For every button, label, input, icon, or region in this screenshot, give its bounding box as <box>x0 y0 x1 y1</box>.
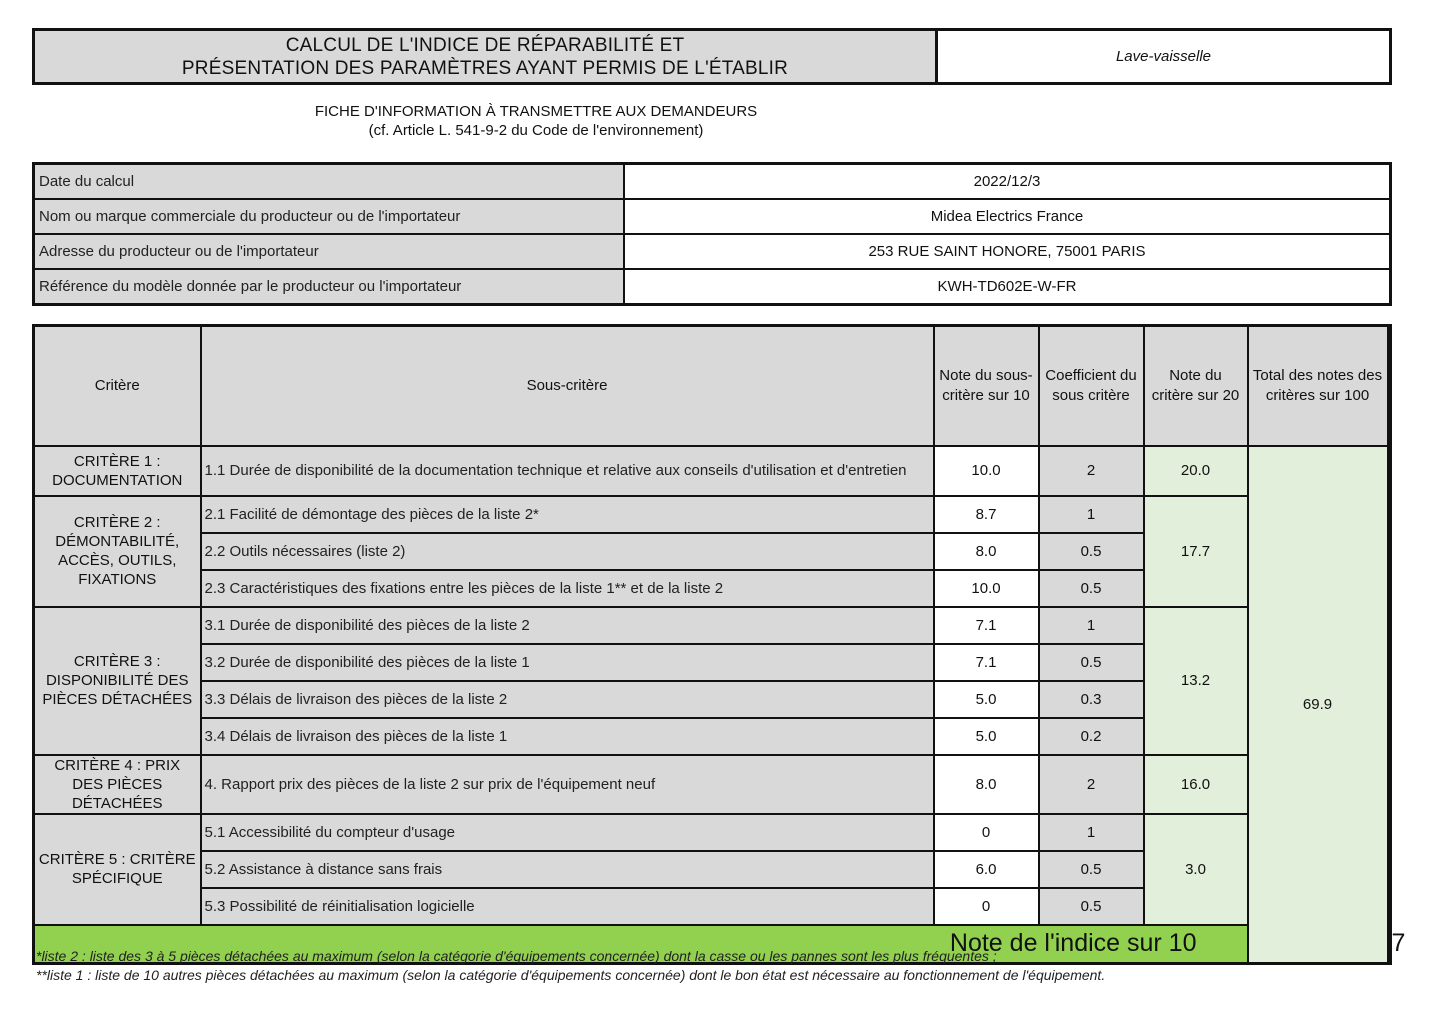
subcriterion-note: 0 <box>934 888 1039 925</box>
info-row <box>34 234 1391 269</box>
subcriterion-note: 8.7 <box>934 496 1039 533</box>
info-label: Référence du modèle donnée par le producteur ou l'importateur <box>34 269 625 305</box>
subcriterion-label: 4. Rapport prix des pièces de la liste 2 sur prix de l'équipement neuf <box>201 755 934 814</box>
subcriterion-note: 10.0 <box>934 446 1039 496</box>
subtitle-line-1: FICHE D'INFORMATION À TRANSMETTRE AUX DEMANDEURS <box>314 103 758 120</box>
subcriterion-coef: 0.5 <box>1039 533 1144 570</box>
criterion-5-name: CRITÈRE 5 : CRITÈRE SPÉCIFIQUE <box>34 814 201 925</box>
criterion-2-name: CRITÈRE 2 : DÉMONTABILITÉ, ACCÈS, OUTILS, FIXATIONS <box>34 496 201 607</box>
info-label: Date du calcul <box>34 164 625 200</box>
subcriterion-note: 5.0 <box>934 718 1039 755</box>
subcriterion-label: 2.1 Facilité de démontage des pièces de la liste 2* <box>201 496 934 533</box>
subcriterion-label: 3.3 Délais de livraison des pièces de la liste 2 <box>201 681 934 718</box>
subcriterion-coef: 0.3 <box>1039 681 1144 718</box>
subtitle <box>236 102 836 140</box>
info-row <box>34 269 1391 305</box>
subcriterion-label: 2.2 Outils nécessaires (liste 2) <box>201 533 934 570</box>
subcriterion-coef: 0.5 <box>1039 851 1144 888</box>
subcriterion-note: 8.0 <box>934 755 1039 814</box>
subcriterion-coef: 1 <box>1039 496 1144 533</box>
footnotes <box>36 947 1396 985</box>
info-value: KWH-TD602E-W-FR <box>624 269 1391 305</box>
info-label: Nom ou marque commerciale du producteur ou de l'importateur <box>34 199 625 234</box>
criterion-2-score: 17.7 <box>1144 496 1248 607</box>
col-header-sous-critere: Sous-critère <box>201 326 934 446</box>
subcriterion-coef: 1 <box>1039 814 1144 851</box>
table-row <box>34 814 1391 851</box>
info-value: 2022/12/3 <box>624 164 1391 200</box>
table-row <box>34 446 1391 496</box>
subcriterion-coef: 0.5 <box>1039 644 1144 681</box>
subcriterion-note: 5.0 <box>934 681 1039 718</box>
table-row <box>34 607 1391 644</box>
criterion-3-score: 13.2 <box>1144 607 1248 755</box>
final-score-label: Note de l'indice sur 10 <box>34 925 1248 964</box>
subtitle-line-2: (cf. Article L. 541-9-2 du Code de l'environnement) <box>368 122 704 139</box>
subcriterion-label: 1.1 Durée de disponibilité de la documentation technique et relative aux conseils d'utilisation et d'entretien <box>201 446 934 496</box>
footnote-liste-2: *liste 2 : liste des 3 à 5 pièces détachées au maximum (selon la catégorie d'équipements concernée) dont la casse ou les pannes sont les plus fréquentes ; <box>36 948 997 964</box>
col-header-note-sous: Note du sous-critère sur 10 <box>934 326 1039 446</box>
subcriterion-note: 8.0 <box>934 533 1039 570</box>
subcriterion-label: 5.2 Assistance à distance sans frais <box>201 851 934 888</box>
criterion-4-score: 16.0 <box>1144 755 1248 814</box>
criterion-1-name: CRITÈRE 1 : DOCUMENTATION <box>34 446 201 496</box>
info-value: Midea Electrics France <box>624 199 1391 234</box>
criterion-5-score: 3.0 <box>1144 814 1248 925</box>
subcriterion-coef: 0.5 <box>1039 888 1144 925</box>
final-score-value: 7 <box>1388 925 1391 964</box>
col-header-total: Total des notes des critères sur 100 <box>1248 326 1388 446</box>
subcriterion-note: 0 <box>934 814 1039 851</box>
subcriterion-coef: 0.2 <box>1039 718 1144 755</box>
subcriterion-label: 3.1 Durée de disponibilité des pièces de la liste 2 <box>201 607 934 644</box>
info-row <box>34 164 1391 200</box>
info-label: Adresse du producteur ou de l'importateur <box>34 234 625 269</box>
total-score: 69.9 <box>1248 446 1388 964</box>
criteria-table <box>32 324 1406 965</box>
subcriterion-label: 3.4 Délais de livraison des pièces de la liste 1 <box>201 718 934 755</box>
subcriterion-label: 3.2 Durée de disponibilité des pièces de la liste 1 <box>201 644 934 681</box>
footnote-liste-1: **liste 1 : liste de 10 autres pièces détachées au maximum (selon la catégorie d'équipements concernée) dont le bon état est nécessaire au fonctionnement de l'équipement. <box>36 967 1106 983</box>
subcriterion-coef: 0.5 <box>1039 570 1144 607</box>
table-row <box>34 496 1391 533</box>
subcriterion-label: 5.3 Possibilité de réinitialisation logicielle <box>201 888 934 925</box>
document-title <box>35 31 938 82</box>
subcriterion-note: 10.0 <box>934 570 1039 607</box>
col-header-note-critere: Note du critère sur 20 <box>1144 326 1248 446</box>
header-row <box>34 326 1391 446</box>
subcriterion-note: 7.1 <box>934 644 1039 681</box>
criterion-4-name: CRITÈRE 4 : PRIX DES PIÈCES DÉTACHÉES <box>34 755 201 814</box>
col-header-critere: Critère <box>34 326 201 446</box>
subcriterion-coef: 2 <box>1039 446 1144 496</box>
subcriterion-label: 5.1 Accessibilité du compteur d'usage <box>201 814 934 851</box>
col-header-coefficient: Coefficient du sous critère <box>1039 326 1144 446</box>
subcriterion-label: 2.3 Caractéristiques des fixations entre les pièces de la liste 1** et de la liste 2 <box>201 570 934 607</box>
info-table <box>32 162 1392 306</box>
table-row <box>34 755 1391 814</box>
product-type: Lave-vaisselle <box>1115 48 1212 65</box>
title-line-2: PRÉSENTATION DES PARAMÈTRES AYANT PERMIS DE L'ÉTABLIR <box>181 57 789 79</box>
title-line-1: CALCUL DE L'INDICE DE RÉPARABILITÉ ET <box>285 34 685 56</box>
info-row <box>34 199 1391 234</box>
info-value: 253 RUE SAINT HONORE, 75001 PARIS <box>624 234 1391 269</box>
subcriterion-coef: 2 <box>1039 755 1144 814</box>
subcriterion-note: 7.1 <box>934 607 1039 644</box>
subcriterion-note: 6.0 <box>934 851 1039 888</box>
document-header <box>32 28 1392 85</box>
criterion-3-name: CRITÈRE 3 : DISPONIBILITÉ DES PIÈCES DÉTACHÉES <box>34 607 201 755</box>
criterion-1-score: 20.0 <box>1144 446 1248 496</box>
subcriterion-coef: 1 <box>1039 607 1144 644</box>
